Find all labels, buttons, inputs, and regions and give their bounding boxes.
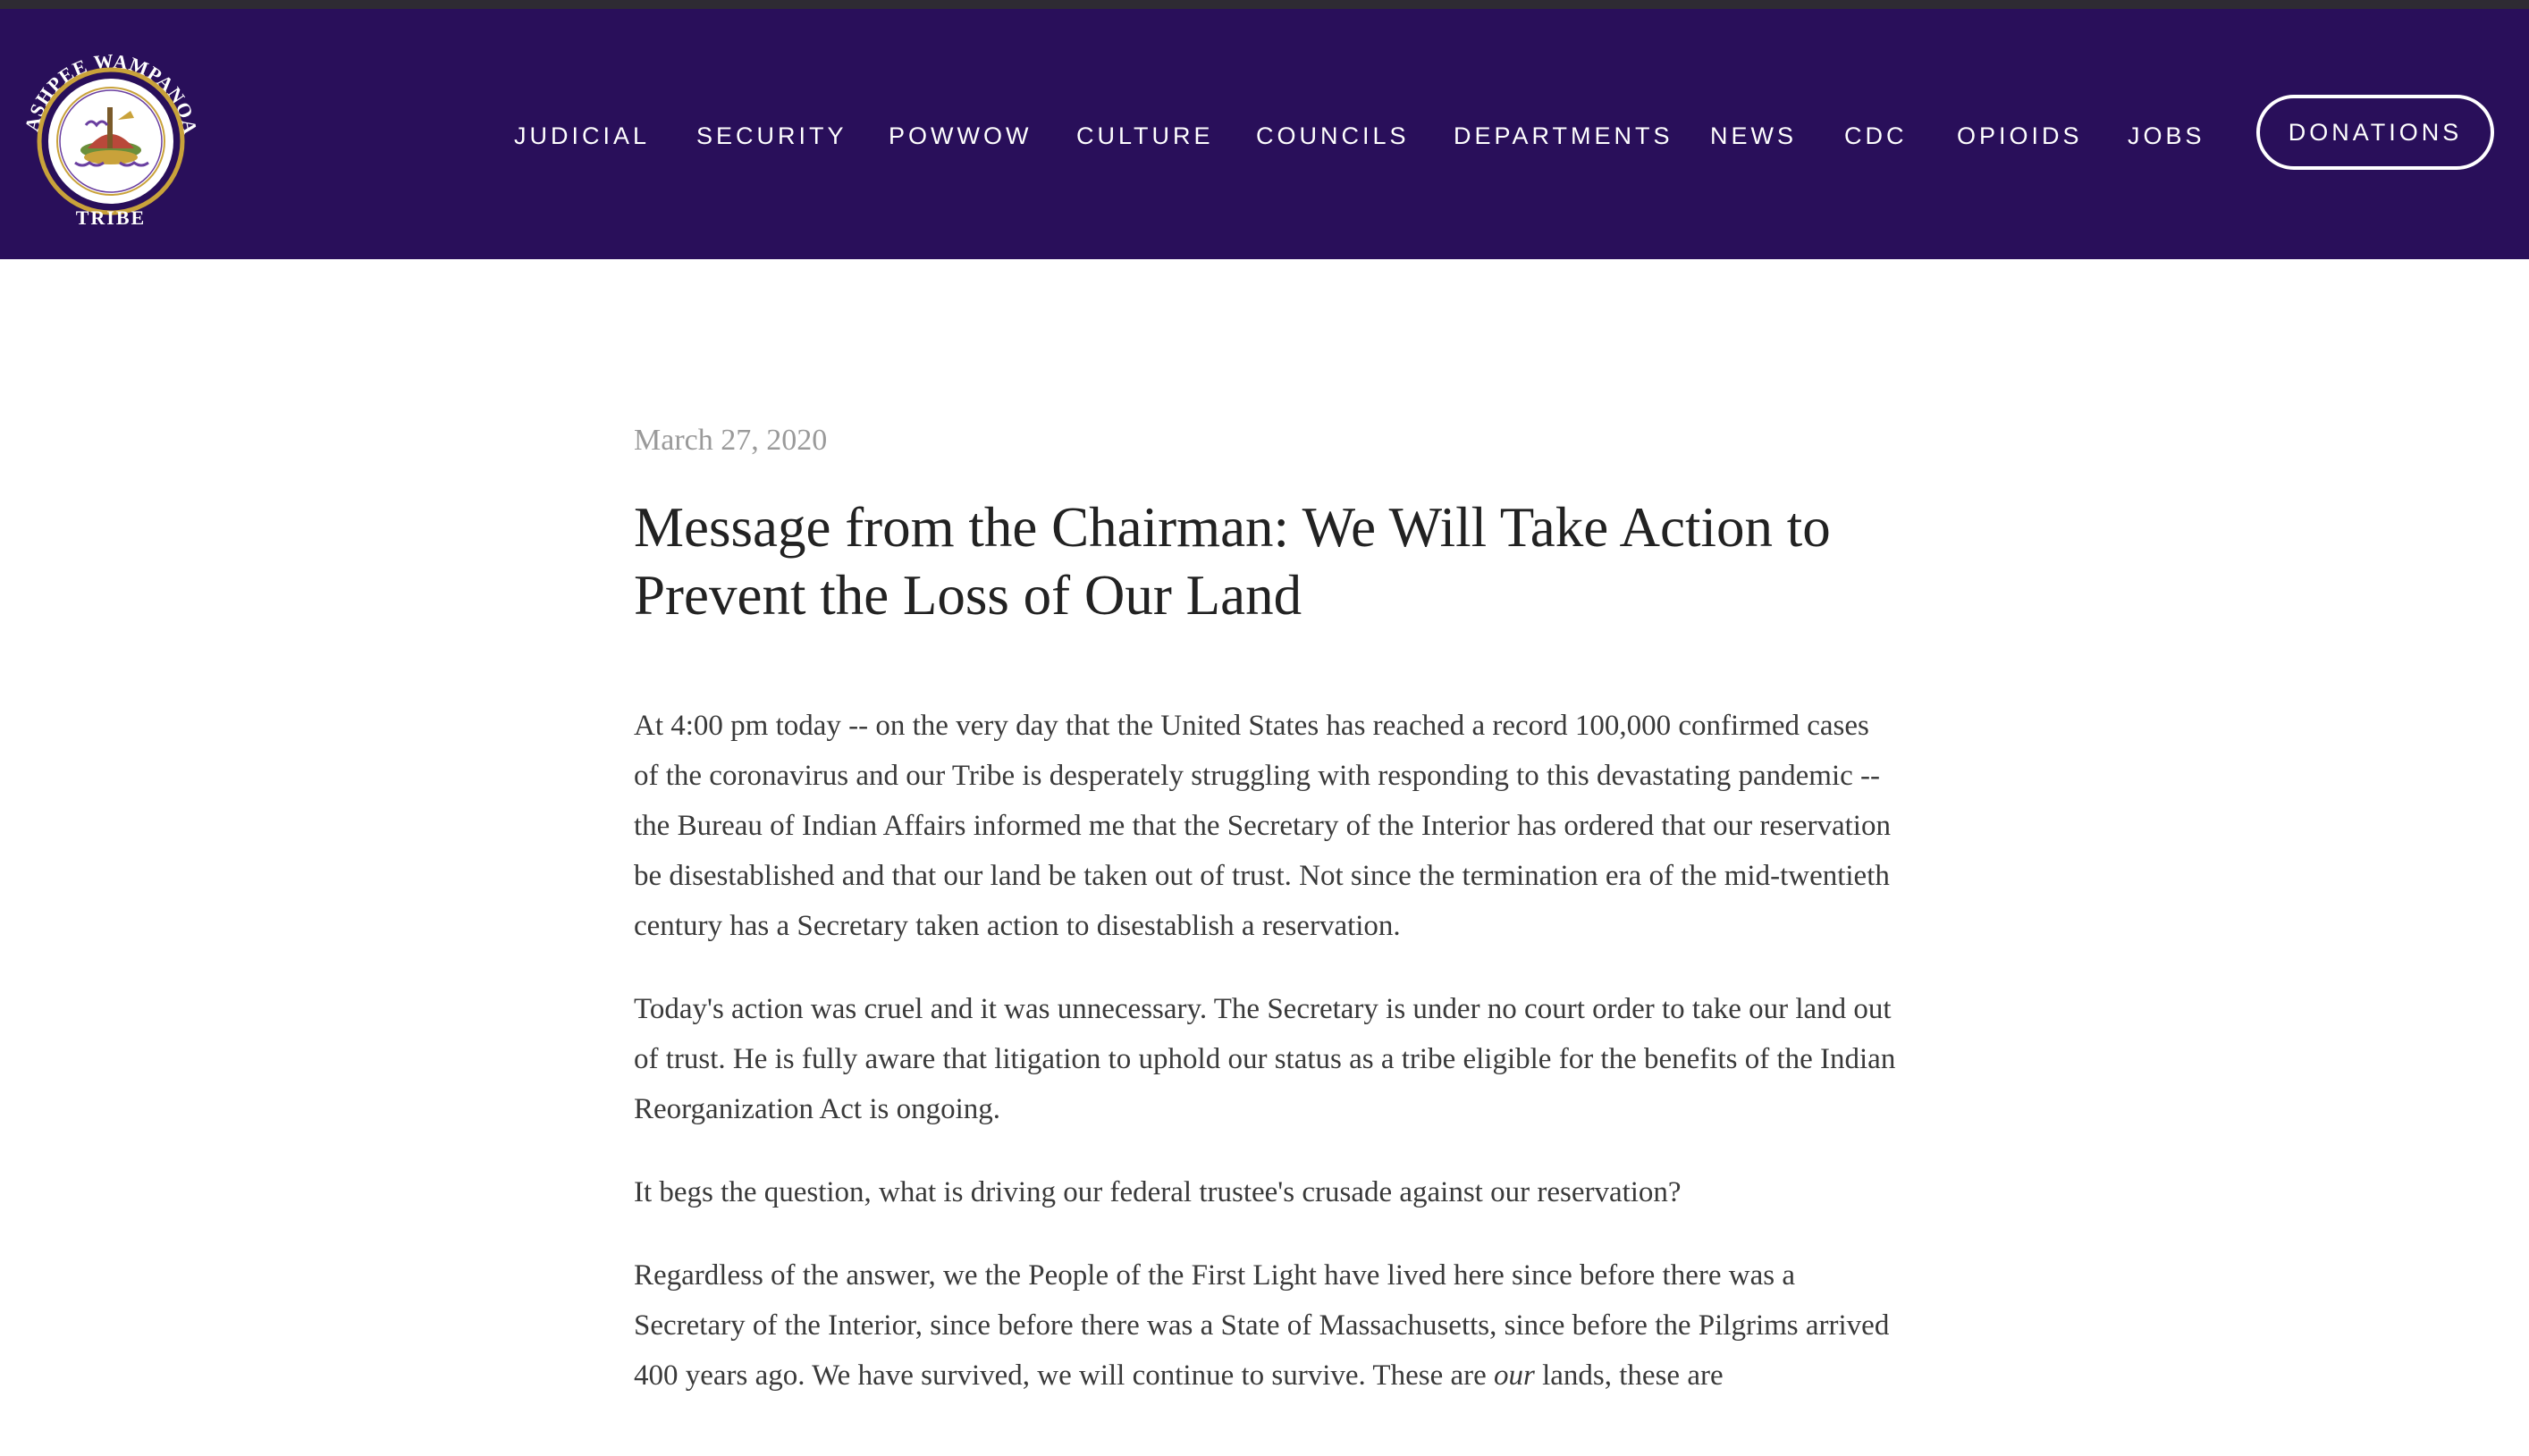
emphasized-text: our <box>1494 1359 1535 1392</box>
nav-item-powwow[interactable]: POWWOW <box>889 122 1033 149</box>
main-nav <box>0 9 2529 259</box>
article-title: Message from the Chairman: We Will Take Action to Prevent the Loss of Our Land <box>634 496 1831 627</box>
browser-top-strip <box>0 0 2529 9</box>
site-header <box>0 9 2529 259</box>
paragraph-text: Regardless of the answer, we the People of the First Light have lived here since before there was a Secretary of the Interior, since before there was a State of Massachusetts, since before the Pilgrims arrived 400 years ago. We have survived, we will continue to survive. These are <box>634 1259 1890 1392</box>
article-paragraph: At 4:00 pm today -- on the very day that the United States has reached a record 100,000 confirmed cases of the coronavirus and our Tribe is desperately struggling with responding to this devastating pandemic -- the Bureau of Indian Affairs informed me that the Secretary of the Interior has ordered that our reservation be disestablished and that our land be taken out of trust. Not since the termination era of the mid-twentieth century has a Secretary taken action to disestablish a reservation. <box>634 710 1891 942</box>
nav-item-cdc[interactable]: CDC <box>1844 122 1908 149</box>
logo-bottom-text: TRIBE <box>75 206 147 229</box>
article-body <box>634 701 1896 1401</box>
article-paragraph <box>634 1250 1896 1401</box>
article <box>634 420 1903 1434</box>
article-paragraph: It begs the question, what is driving our federal trustee's crusade against our reservation? <box>634 1176 1682 1208</box>
nav-item-news[interactable]: NEWS <box>1710 122 1797 149</box>
article-paragraph: Today's action was cruel and it was unnecessary. The Secretary is under no court order to take our land out of trust. He is fully aware that litigation to uphold our status as a tribe eligible for the benefits of the Indian Reorganization Act is ongoing. <box>634 993 1896 1125</box>
nav-item-jobs[interactable]: JOBS <box>2128 122 2205 149</box>
donations-button[interactable]: DONATIONS <box>2256 95 2494 170</box>
paragraph-text: lands, these are <box>1534 1359 1724 1392</box>
nav-item-security[interactable]: SECURITY <box>696 122 847 149</box>
nav-item-culture[interactable]: CULTURE <box>1076 122 1214 149</box>
article-date: March 27, 2020 <box>634 424 828 457</box>
nav-item-opioids[interactable]: OPIOIDS <box>1957 122 2083 149</box>
nav-item-departments[interactable]: DEPARTMENTS <box>1454 122 1673 149</box>
logo-top-text: ASHPEE WAMPANOA <box>21 49 200 137</box>
nav-item-councils[interactable]: COUNCILS <box>1256 122 1410 149</box>
nav-item-judicial[interactable]: JUDICIAL <box>514 122 651 149</box>
